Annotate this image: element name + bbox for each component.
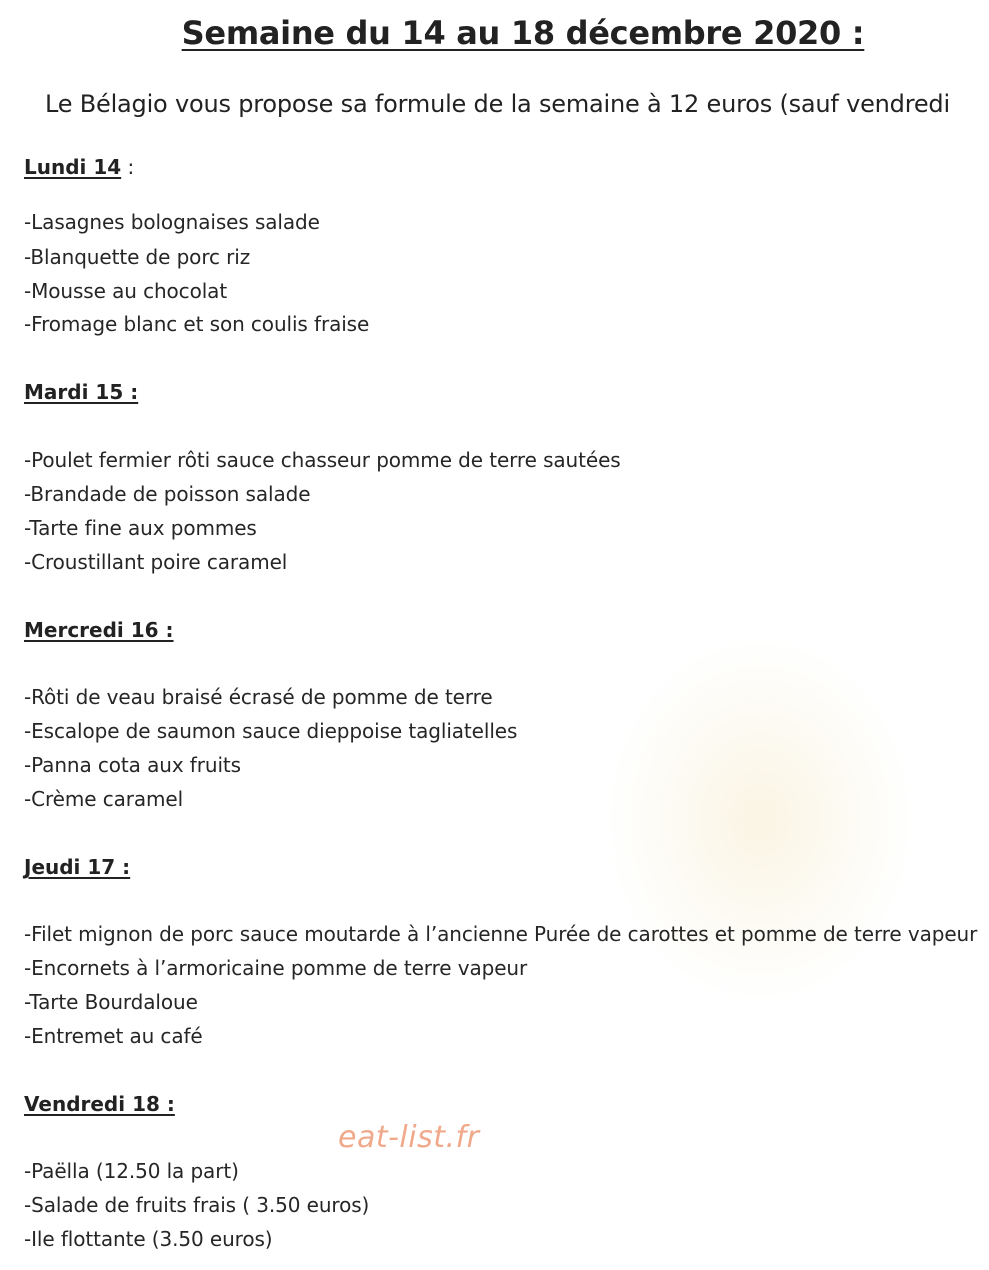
menu-item: -Paëlla (12.50 la part)	[24, 1159, 239, 1183]
menu-item: -Fromage blanc et son coulis fraise	[24, 312, 370, 336]
menu-item: -Tarte fine aux pommes	[24, 516, 257, 540]
menu-item: -Entremet au café	[24, 1024, 203, 1048]
menu-item: -Poulet fermier rôti sauce chasseur pomme de terre sautées	[24, 448, 621, 472]
day-heading-jeudi	[24, 855, 130, 879]
menu-item: -Salade de fruits frais ( 3.50 euros)	[24, 1193, 370, 1217]
day-name: Lundi 14	[24, 155, 122, 179]
day-name: Mercredi 16 :	[24, 618, 174, 642]
menu-item: -Brandade de poisson salade	[24, 482, 311, 506]
menu-item: -Escalope de saumon sauce dieppoise tagliatelles	[24, 719, 518, 743]
day-heading-mardi	[24, 380, 138, 404]
watermark-text: eat-list.fr	[338, 1120, 480, 1155]
menu-item: -Tarte Bourdaloue	[24, 990, 198, 1014]
day-name: Mardi 15 :	[24, 380, 139, 404]
menu-item: -Rôti de veau braisé écrasé de pomme de terre	[24, 685, 493, 709]
menu-item: -Ile flottante (3.50 euros)	[24, 1227, 273, 1251]
menu-item: -Blanquette de porc riz	[24, 245, 251, 269]
document-intro: Le Bélagio vous propose sa formule de la semaine à 12 euros (sauf vendredi	[45, 90, 950, 118]
menu-item: -Encornets à l’armoricaine pomme de terre vapeur	[24, 956, 528, 980]
document-title: Semaine du 14 au 18 décembre 2020 :	[181, 14, 865, 52]
menu-item: -Crème caramel	[24, 787, 184, 811]
day-heading-mercredi	[24, 618, 174, 642]
day-name: Jeudi 17 :	[24, 855, 131, 879]
menu-item: -Filet mignon de porc sauce moutarde à l’ancienne Purée de carottes et pomme de terre vapeur	[24, 922, 978, 946]
menu-item: -Mousse au chocolat	[24, 279, 228, 303]
menu-item: -Croustillant poire caramel	[24, 550, 288, 574]
day-name: Vendredi 18 :	[24, 1092, 175, 1116]
day-heading-lundi	[24, 155, 134, 179]
day-heading-vendredi	[24, 1092, 175, 1116]
menu-item: -Lasagnes bolognaises salade	[24, 210, 320, 234]
menu-item: -Panna cota aux fruits	[24, 753, 241, 777]
day-suffix: :	[121, 155, 135, 179]
